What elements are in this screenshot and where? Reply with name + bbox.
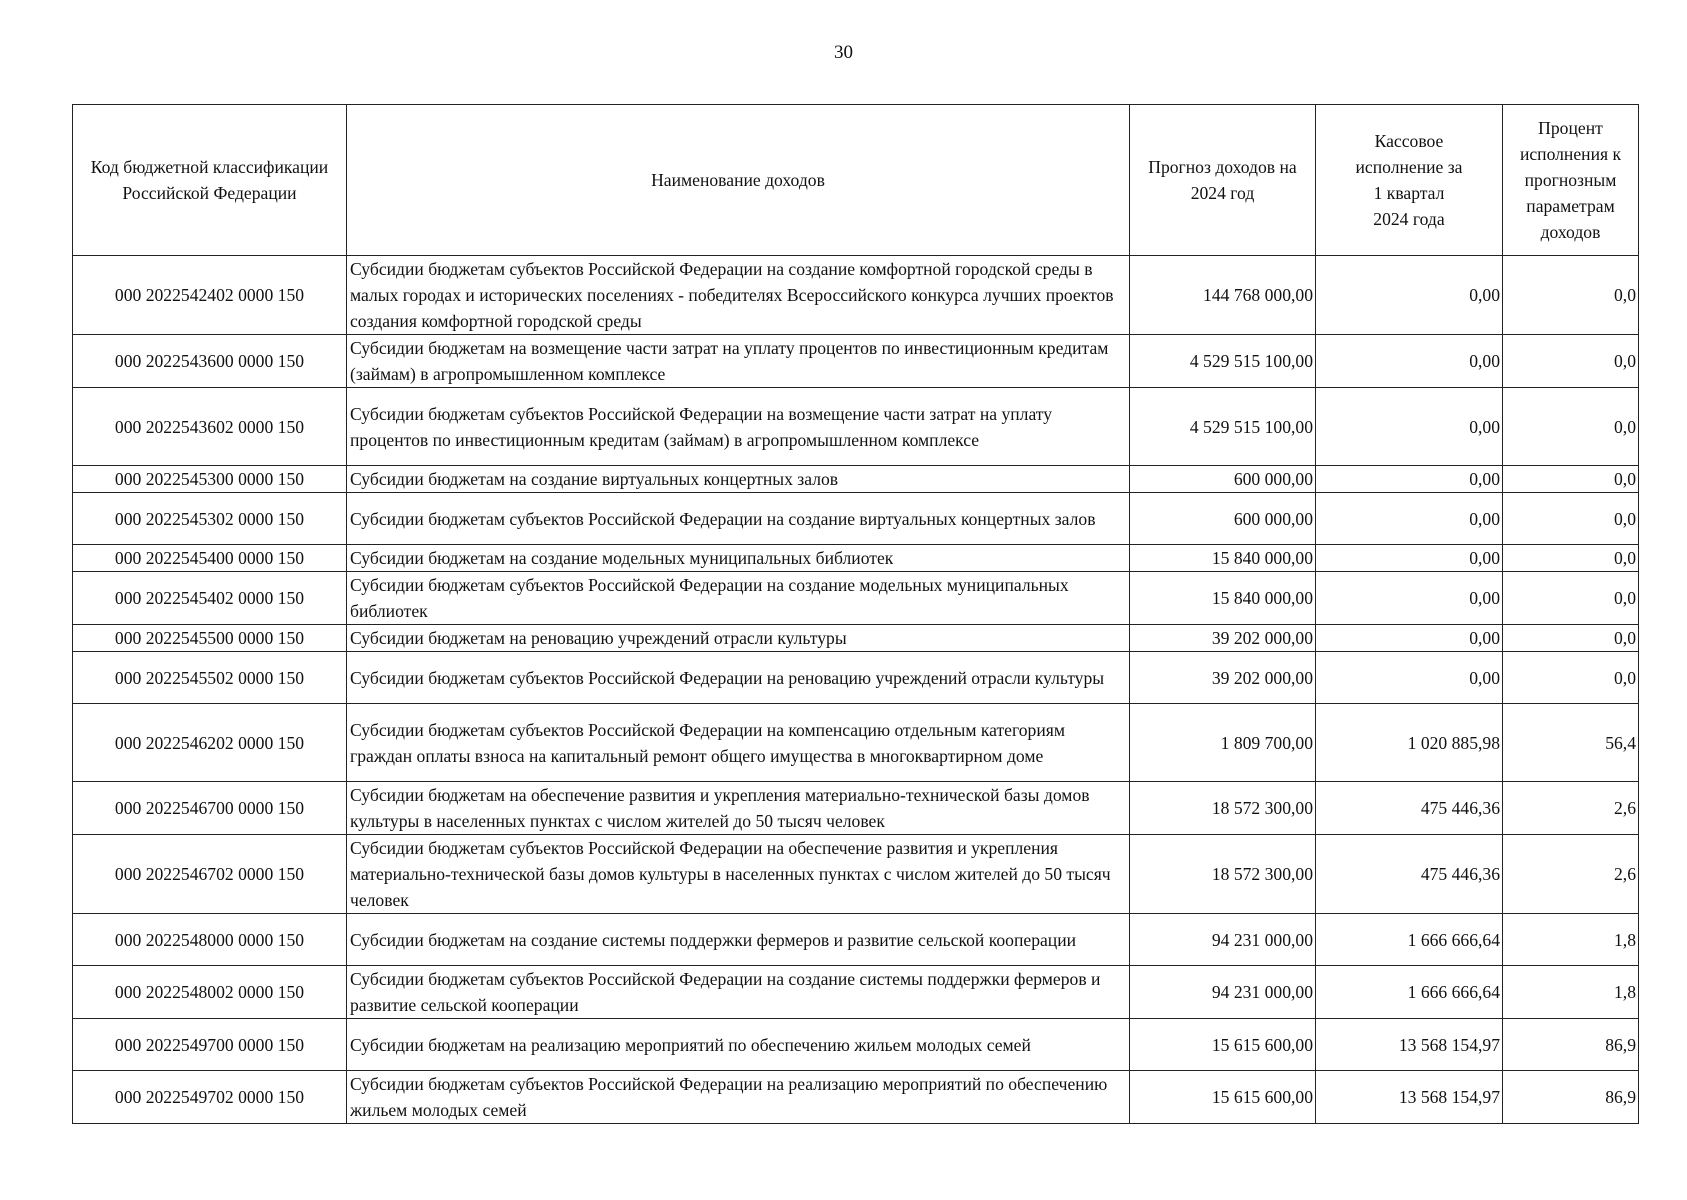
percent-cell: 1,8 [1503, 914, 1639, 966]
cash-execution-cell: 0,00 [1316, 466, 1503, 493]
budget-code-cell: 000 2022545502 0000 150 [73, 652, 347, 704]
forecast-cell: 600 000,00 [1130, 493, 1316, 545]
cash-execution-cell: 475 446,36 [1316, 835, 1503, 914]
table-row [73, 388, 1639, 466]
revenue-name-cell: Субсидии бюджетам на реализацию мероприятий по обеспечению жильем молодых семей [347, 1019, 1130, 1071]
table-row [73, 493, 1639, 545]
table-row [73, 1071, 1639, 1124]
forecast-cell: 15 840 000,00 [1130, 545, 1316, 572]
table-row [73, 572, 1639, 625]
revenue-table [72, 104, 1639, 1124]
revenue-name-cell: Субсидии бюджетам субъектов Российской Федерации на компенсацию отдельным категориям граждан оплаты взноса на капитальный ремонт общего имущества в многоквартирном доме [347, 704, 1130, 782]
table-row [73, 966, 1639, 1019]
percent-cell: 0,0 [1503, 388, 1639, 466]
revenue-name-cell: Субсидии бюджетам субъектов Российской Федерации на обеспечение развития и укрепления материально-технической базы домов культуры в населенных пунктах с числом жителей до 50 тысяч человек [347, 835, 1130, 914]
budget-code-cell: 000 2022546702 0000 150 [73, 835, 347, 914]
percent-cell: 1,8 [1503, 966, 1639, 1019]
cash-execution-cell: 0,00 [1316, 545, 1503, 572]
budget-code-cell: 000 2022546700 0000 150 [73, 782, 347, 835]
cash-execution-cell: 0,00 [1316, 652, 1503, 704]
percent-cell: 56,4 [1503, 704, 1639, 782]
forecast-cell: 18 572 300,00 [1130, 782, 1316, 835]
budget-code-cell: 000 2022549700 0000 150 [73, 1019, 347, 1071]
forecast-cell: 94 231 000,00 [1130, 966, 1316, 1019]
revenue-name-cell: Субсидии бюджетам субъектов Российской Федерации на возмещение части затрат на уплату процентов по инвестиционным кредитам (займам) в агропромышленном комплексе [347, 388, 1130, 466]
budget-code-cell: 000 2022548002 0000 150 [73, 966, 347, 1019]
forecast-cell: 600 000,00 [1130, 466, 1316, 493]
cash-execution-cell: 0,00 [1316, 493, 1503, 545]
revenue-name-cell: Субсидии бюджетам на создание модельных муниципальных библиотек [347, 545, 1130, 572]
percent-cell: 0,0 [1503, 625, 1639, 652]
forecast-cell: 15 840 000,00 [1130, 572, 1316, 625]
header-percent: Процент исполнения к прогнозным параметрам доходов [1503, 105, 1639, 256]
percent-cell: 2,6 [1503, 835, 1639, 914]
percent-cell: 86,9 [1503, 1019, 1639, 1071]
cash-execution-cell: 1 666 666,64 [1316, 966, 1503, 1019]
revenue-name-cell: Субсидии бюджетам на обеспечение развития и укрепления материально-технической базы домов культуры в населенных пунктах с числом жителей до 50 тысяч человек [347, 782, 1130, 835]
cash-execution-cell: 13 568 154,97 [1316, 1071, 1503, 1124]
revenue-name-cell: Субсидии бюджетам на реновацию учреждений отрасли культуры [347, 625, 1130, 652]
percent-cell: 86,9 [1503, 1071, 1639, 1124]
header-row [73, 105, 1639, 256]
header-cash: Кассовое исполнение за 1 квартал 2024 года [1316, 105, 1503, 256]
cash-execution-cell: 1 020 885,98 [1316, 704, 1503, 782]
table-row [73, 914, 1639, 966]
revenue-name-cell: Субсидии бюджетам на создание виртуальных концертных залов [347, 466, 1130, 493]
percent-cell: 0,0 [1503, 335, 1639, 388]
budget-code-cell: 000 2022548000 0000 150 [73, 914, 347, 966]
budget-code-cell: 000 2022542402 0000 150 [73, 256, 347, 335]
revenue-name-cell: Субсидии бюджетам субъектов Российской Федерации на реновацию учреждений отрасли культуры [347, 652, 1130, 704]
budget-code-cell: 000 2022545302 0000 150 [73, 493, 347, 545]
forecast-cell: 4 529 515 100,00 [1130, 335, 1316, 388]
revenue-name-cell: Субсидии бюджетам на возмещение части затрат на уплату процентов по инвестиционным кредитам (займам) в агропромышленном комплексе [347, 335, 1130, 388]
cash-execution-cell: 0,00 [1316, 335, 1503, 388]
cash-execution-cell: 0,00 [1316, 625, 1503, 652]
budget-code-cell: 000 2022545500 0000 150 [73, 625, 347, 652]
revenue-name-cell: Субсидии бюджетам субъектов Российской Федерации на создание модельных муниципальных библиотек [347, 572, 1130, 625]
table-row [73, 782, 1639, 835]
percent-cell: 2,6 [1503, 782, 1639, 835]
budget-code-cell: 000 2022546202 0000 150 [73, 704, 347, 782]
table-row [73, 835, 1639, 914]
budget-code-cell: 000 2022549702 0000 150 [73, 1071, 347, 1124]
budget-code-cell: 000 2022545300 0000 150 [73, 466, 347, 493]
cash-execution-cell: 0,00 [1316, 388, 1503, 466]
cash-execution-cell: 1 666 666,64 [1316, 914, 1503, 966]
forecast-cell: 39 202 000,00 [1130, 625, 1316, 652]
percent-cell: 0,0 [1503, 652, 1639, 704]
revenue-name-cell: Субсидии бюджетам субъектов Российской Федерации на создание комфортной городской среды в малых городах и исторических поселениях - победителях Всероссийского конкурса лучших проектов создания комфортной городской среды [347, 256, 1130, 335]
forecast-cell: 15 615 600,00 [1130, 1071, 1316, 1124]
forecast-cell: 15 615 600,00 [1130, 1019, 1316, 1071]
percent-cell: 0,0 [1503, 256, 1639, 335]
forecast-cell: 94 231 000,00 [1130, 914, 1316, 966]
revenue-name-cell: Субсидии бюджетам субъектов Российской Федерации на создание виртуальных концертных залов [347, 493, 1130, 545]
percent-cell: 0,0 [1503, 466, 1639, 493]
cash-execution-cell: 13 568 154,97 [1316, 1019, 1503, 1071]
page-number: 30 [834, 42, 853, 63]
percent-cell: 0,0 [1503, 572, 1639, 625]
revenue-name-cell: Субсидии бюджетам субъектов Российской Федерации на создание системы поддержки фермеров и развитие сельской кооперации [347, 966, 1130, 1019]
header-forecast: Прогноз доходов на 2024 год [1130, 105, 1316, 256]
forecast-cell: 39 202 000,00 [1130, 652, 1316, 704]
table-row [73, 256, 1639, 335]
forecast-cell: 144 768 000,00 [1130, 256, 1316, 335]
table-row [73, 625, 1639, 652]
forecast-cell: 1 809 700,00 [1130, 704, 1316, 782]
forecast-cell: 18 572 300,00 [1130, 835, 1316, 914]
percent-cell: 0,0 [1503, 493, 1639, 545]
table-row [73, 652, 1639, 704]
cash-execution-cell: 0,00 [1316, 572, 1503, 625]
table-row [73, 1019, 1639, 1071]
budget-code-cell: 000 2022545402 0000 150 [73, 572, 347, 625]
table-row [73, 545, 1639, 572]
table-row [73, 335, 1639, 388]
revenue-name-cell: Субсидии бюджетам субъектов Российской Федерации на реализацию мероприятий по обеспечению жильем молодых семей [347, 1071, 1130, 1124]
percent-cell: 0,0 [1503, 545, 1639, 572]
header-name: Наименование доходов [347, 105, 1130, 256]
budget-code-cell: 000 2022545400 0000 150 [73, 545, 347, 572]
cash-execution-cell: 475 446,36 [1316, 782, 1503, 835]
revenue-name-cell: Субсидии бюджетам на создание системы поддержки фермеров и развитие сельской кооперации [347, 914, 1130, 966]
table-row [73, 704, 1639, 782]
forecast-cell: 4 529 515 100,00 [1130, 388, 1316, 466]
table-row [73, 466, 1639, 493]
budget-code-cell: 000 2022543602 0000 150 [73, 388, 347, 466]
budget-code-cell: 000 2022543600 0000 150 [73, 335, 347, 388]
header-code: Код бюджетной классификации Российской Федерации [73, 105, 347, 256]
cash-execution-cell: 0,00 [1316, 256, 1503, 335]
